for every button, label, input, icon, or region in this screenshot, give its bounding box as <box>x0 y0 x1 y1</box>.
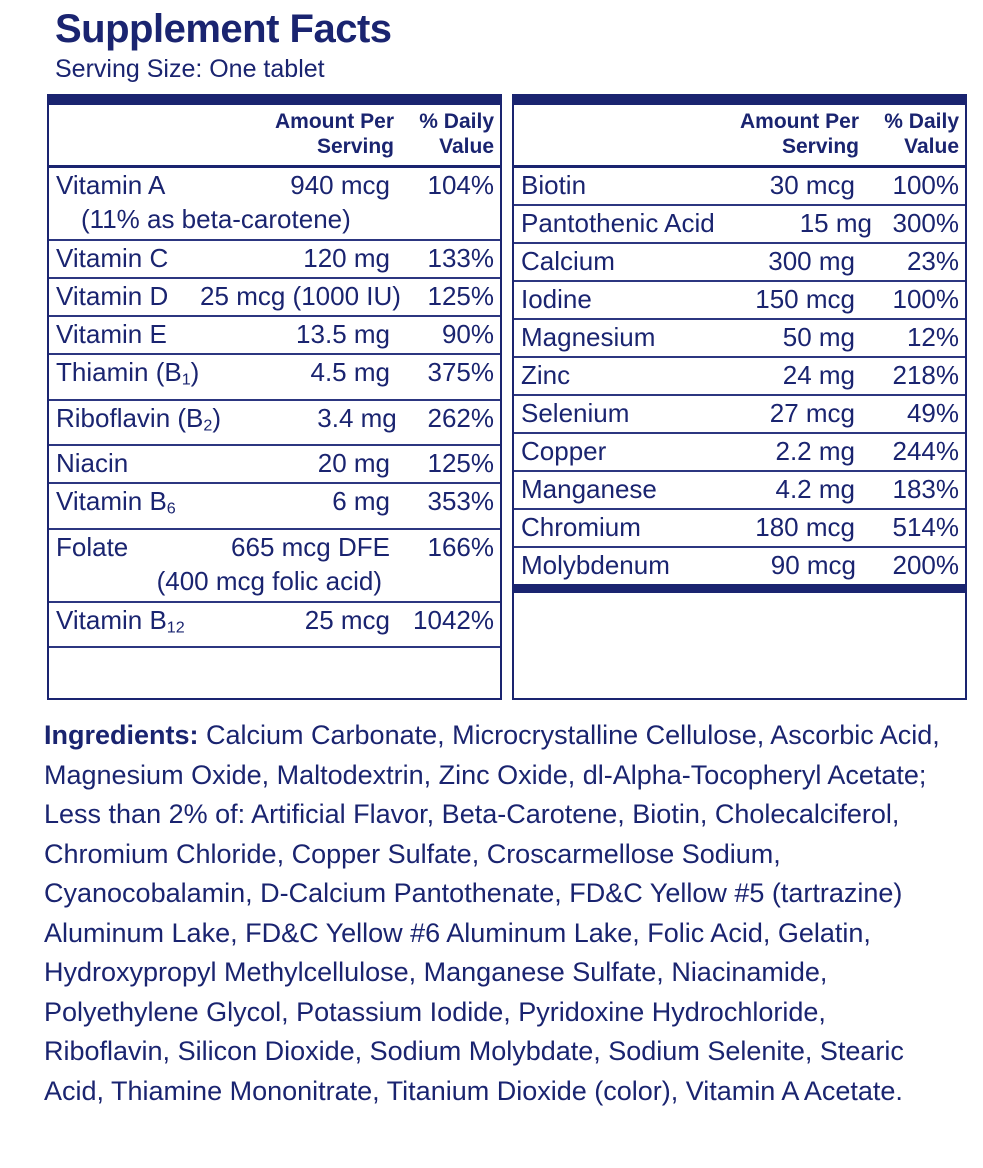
nutrient-name: Vitamin C <box>56 243 169 273</box>
nutrient-name: Vitamin D <box>56 281 169 311</box>
nutrient-daily-value: 49% <box>906 398 959 428</box>
nutrient-name: Vitamin $B_6$ <box>56 486 176 518</box>
label-header <box>47 0 967 84</box>
table-top-bar <box>49 96 500 105</box>
nutrient-name: Thiamin $(B_1)$ <box>56 357 200 389</box>
table-row <box>514 396 965 432</box>
nutrient-daily-value: 125% <box>427 448 494 479</box>
ingredients-paragraph <box>44 716 959 1111</box>
table-row <box>49 530 500 566</box>
table-row <box>514 358 965 394</box>
column-header-row-right <box>514 105 965 165</box>
nutrient-daily-value: 1042% <box>413 604 494 635</box>
nutrient-name: Copper <box>521 436 607 466</box>
nutrient-daily-value: 244% <box>892 436 959 466</box>
nutrient-daily-value: 100% <box>892 170 959 200</box>
nutrient-amount: 6 mg <box>332 486 390 517</box>
table-row <box>514 434 965 470</box>
table-row <box>49 401 500 445</box>
table-row <box>49 484 500 528</box>
nutrient-name: Iodine <box>521 284 592 314</box>
nutrient-daily-value: 200% <box>892 550 959 580</box>
nutrient-daily-value: 166% <box>427 531 494 562</box>
left-rows-container <box>49 168 500 648</box>
table-row <box>49 355 500 399</box>
nutrient-name: Vitamin A <box>56 170 166 200</box>
nutrient-amount: 24 mg <box>782 360 855 390</box>
nutrient-daily-value: 90% <box>441 319 494 349</box>
table-row <box>514 282 965 318</box>
daily-value-header: % Daily Value <box>419 110 494 158</box>
page-title: Supplement Facts <box>55 7 392 51</box>
nutrient-name: Selenium <box>521 398 630 428</box>
nutrient-subnote: (11% as beta-carotene) <box>81 204 351 234</box>
amount-per-serving-header: Amount Per Serving <box>274 110 394 158</box>
nutrient-amount: 180 mcg <box>755 512 855 542</box>
nutrient-amount: 150 mcg <box>755 284 855 314</box>
right-rows-container <box>514 168 965 593</box>
table-row <box>514 206 965 242</box>
nutrient-name: Biotin <box>521 170 587 200</box>
nutrient-amount: 30 mcg <box>769 170 855 200</box>
nutrient-daily-value: 375% <box>427 357 494 387</box>
table-row <box>514 244 965 280</box>
table-row <box>514 472 965 508</box>
nutrient-amount: 665 mcg DFE <box>231 531 390 562</box>
nutrient-name: Zinc <box>521 360 571 390</box>
nutrient-daily-value: 125% <box>427 281 494 311</box>
nutrient-amount: 13.5 mg <box>296 319 390 349</box>
nutrient-table-left <box>47 94 502 700</box>
nutrient-daily-value: 262% <box>427 402 494 433</box>
nutrient-name: Molybdenum <box>521 550 670 580</box>
nutrient-daily-value: 514% <box>892 512 959 542</box>
nutrient-amount: 940 mcg <box>290 170 390 200</box>
nutrient-amount: 15 mg <box>799 208 872 238</box>
table-row <box>49 446 500 482</box>
ingredients-label: Ingredients: <box>44 720 199 750</box>
nutrient-name: Pantothenic Acid <box>521 208 715 238</box>
table-row <box>49 603 500 647</box>
nutrient-daily-value: 218% <box>892 360 959 390</box>
nutrient-amount: 3.4 mg <box>317 402 397 433</box>
nutrient-daily-value: 104% <box>427 170 494 200</box>
nutrient-name: Vitamin $B_{12}$ <box>56 604 185 637</box>
table-top-bar <box>514 96 965 105</box>
nutrient-amount: 25 mcg <box>304 604 390 635</box>
table-bottom-bar <box>49 646 500 648</box>
nutrient-daily-value: 353% <box>427 486 494 517</box>
column-header-row-left <box>49 105 500 165</box>
table-bottom-bar <box>514 584 965 593</box>
nutrient-name: Riboflavin $(B_2)$ <box>56 402 222 435</box>
nutrient-name: Chromium <box>521 512 641 542</box>
nutrient-daily-value: 100% <box>892 284 959 314</box>
table-row <box>49 317 500 353</box>
table-row <box>514 168 965 204</box>
ingredients-text: Calcium Carbonate, Microcrystalline Cellulose, Ascorbic Acid, Magnesium Oxide, Maltodextrin, Zinc Oxide, dl-Alpha-Tocopheryl Acetate; Less than 2% of: Artificial Flavor, Beta-Carotene, Biotin, Cholecalciferol, Chromium Chloride, Copper Sulfate, Croscarmellose Sodium, Cyanocobalamin, D-Calcium Pantothenate, FD&C Yellow #5 (tartrazine) Aluminum Lake, FD&C Yellow #6 Aluminum Lake, Folic Acid, Gelatin, Hydroxypropyl Methylcellulose, Manganese Sulfate, Niacinamide, Polyethylene Glycol, Potassium Iodide, Pyridoxine Hydrochloride, Riboflavin, Silicon Dioxide, Sodium Molybdate, Sodium Selenite, Stearic Acid, Thiamine Mononitrate, Titanium Dioxide (color), Vitamin A Acetate. <box>44 720 940 1106</box>
nutrient-amount: 25 mcg (1000 IU) <box>200 281 401 311</box>
daily-value-header: % Daily Value <box>884 110 959 158</box>
table-row <box>514 510 965 546</box>
nutrient-amount: 4.5 mg <box>310 357 390 387</box>
nutrient-daily-value: 133% <box>427 243 494 273</box>
table-row <box>514 548 965 584</box>
table-row <box>49 168 500 204</box>
nutrient-amount: 50 mg <box>782 322 855 352</box>
nutrient-amount: 300 mg <box>768 246 855 276</box>
serving-size: Serving Size: One tablet <box>55 55 325 83</box>
amount-per-serving-header: Amount Per Serving <box>739 110 859 158</box>
nutrient-amount: 20 mg <box>317 448 390 479</box>
table-row <box>49 241 500 277</box>
nutrient-amount: 120 mg <box>303 243 390 273</box>
nutrient-amount: 27 mcg <box>769 398 855 428</box>
nutrient-amount: 4.2 mg <box>775 474 855 504</box>
table-row <box>514 320 965 356</box>
nutrient-name: Manganese <box>521 474 657 504</box>
nutrient-name: Calcium <box>521 246 615 276</box>
nutrient-daily-value: 12% <box>906 322 959 352</box>
nutrient-name: Magnesium <box>521 322 656 352</box>
nutrient-amount: 2.2 mg <box>775 436 855 466</box>
nutrient-name: Niacin <box>56 448 129 479</box>
nutrient-amount: 90 mcg <box>770 550 857 580</box>
nutrient-name: Folate <box>56 531 129 562</box>
nutrient-daily-value: 183% <box>892 474 959 504</box>
nutrient-daily-value: 23% <box>906 246 959 276</box>
nutrient-table-right <box>512 94 967 700</box>
nutrient-subnote: (400 mcg folic acid) <box>156 565 382 596</box>
table-row <box>49 279 500 315</box>
nutrient-daily-value: 300% <box>892 208 959 238</box>
nutrient-name: Vitamin E <box>56 319 167 349</box>
